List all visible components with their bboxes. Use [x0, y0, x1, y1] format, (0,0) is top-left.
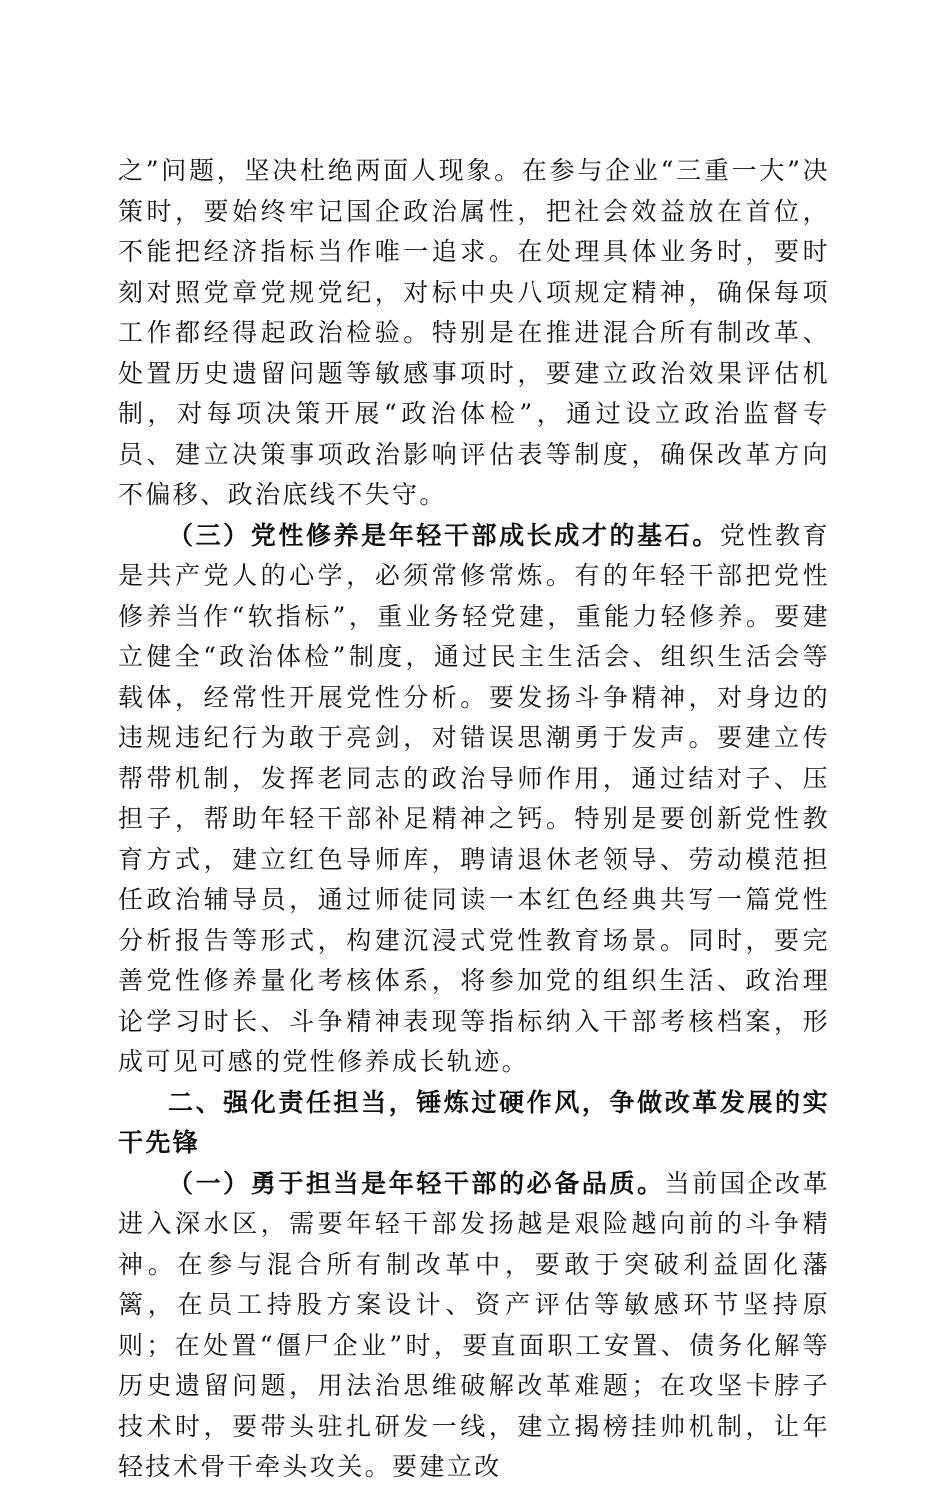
paragraph-body: 党性教育是共产党人的心学，必须常修常炼。有的年轻干部把党性修养当作“软指标”，重业务轻党建，重能力轻修养。要建立健全“政治体检”制度，通过民主生活会、组织生活会等载体，经常性开展党性分析。要发扬斗争精神，对身边的违规违纪行为敢于亮剑，对错误思潮勇于发声。要建立传帮带机制，发挥老同志的政治导师作用，通过结对子、压担子，帮助年轻干部补足精神之钙。特别是要创新党性教育方式，建立红色导师库，聘请退休老领导、劳动模范担任政治辅导员，通过师徒同读一本红色经典共写一篇党性分析报告等形式，构建沉浸式党性教育场景。同时，要完善党性修养量化考核体系，将参加党的组织生活、政治理论学习时长、斗争精神表现等指标纳入干部考核档案，形成可见可感的党性修养成长轨迹。	[118, 520, 830, 1076]
subsection-title-3: （三）党性修养是年轻干部成长成才的基石。	[168, 520, 720, 550]
paragraph-body: 当前国企改革进入深水区，需要年轻干部发扬越是艰险越向前的斗争精神。在参与混合所有制改革中，要敢于突破利益固化藩篱，在员工持股方案设计、资产评估等敏感环节坚持原则；在处置“僵尸企业”时，要直面职工安置、债务化解等历史遗留问题，用法治思维破解改革难题；在攻坚卡脖子技术时，要带头驻扎研发一线，建立揭榜挂帅机制，让年轻技术骨干牵头攻关。要建立改	[118, 1168, 830, 1481]
paragraph-courage	[118, 1164, 830, 1488]
paragraph-continuation: 之”问题，坚决杜绝两面人现象。在参与企业“三重一大”决策时，要始终牢记国企政治属性，把社会效益放在首位，不能把经济指标当作唯一追求。在处理具体业务时，要时刻对照党章党规党纪，对标中央八项规定精神，确保每项工作都经得起政治检验。特别是在推进混合所有制改革、处置历史遗留问题等敏感事项时，要建立政治效果评估机制，对每项决策开展“政治体检”，通过设立政治监督专员、建立决策事项政治影响评估表等制度，确保改革方向不偏移、政治底线不失守。	[118, 156, 830, 509]
subsection-title-1: （一）勇于担当是年轻干部的必备品质。	[168, 1168, 665, 1198]
document-body	[118, 151, 830, 1488]
paragraph-party-cultivation	[118, 516, 830, 1083]
section-heading-2: 二、强化责任担当，锤炼过硬作风，争做改革发展的实干先锋	[118, 1087, 830, 1157]
